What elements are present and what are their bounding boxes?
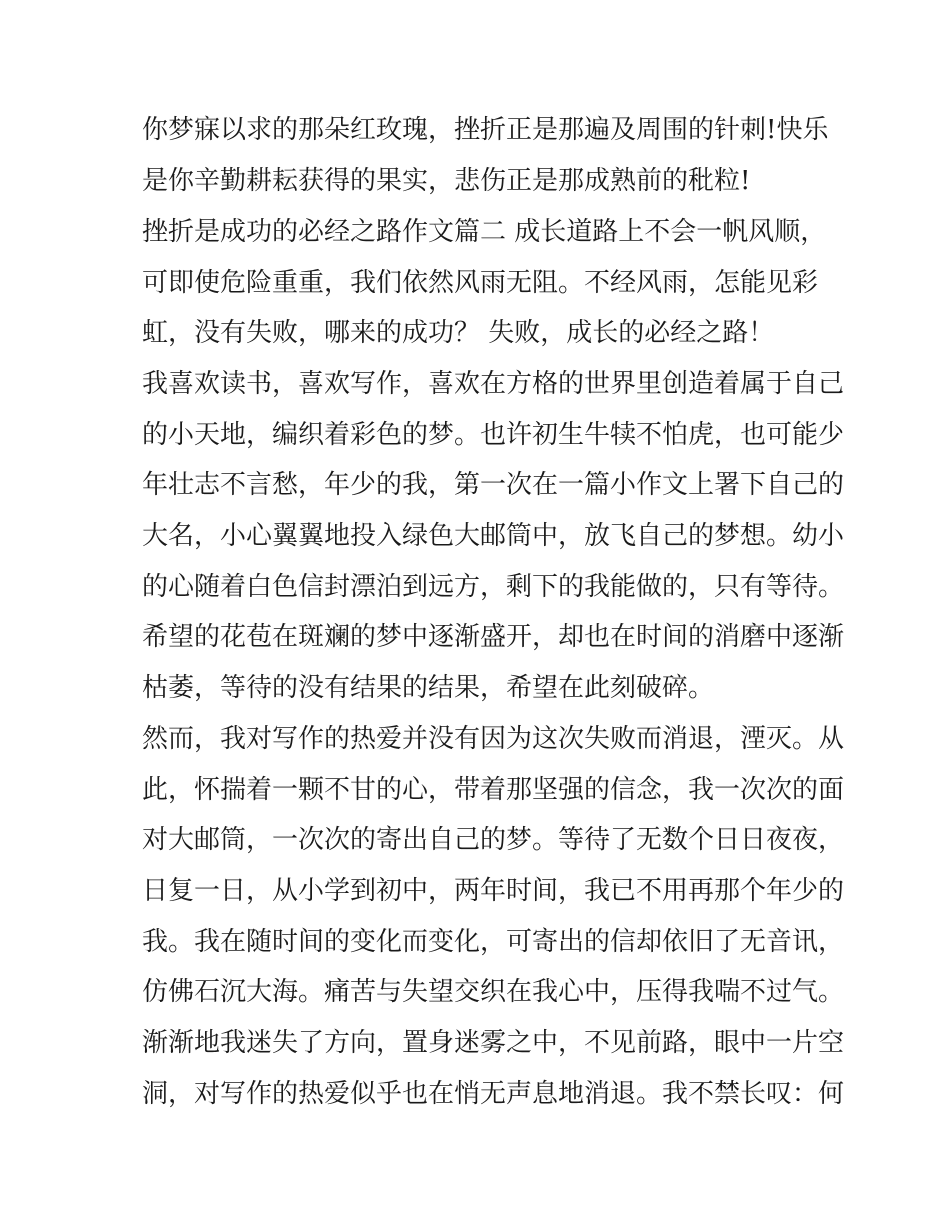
text-line: 你梦寐以求的那朵红玫瑰，挫折正是那遍及周围的针刺!快乐 bbox=[142, 115, 829, 145]
text-line: 大名，小心翼翼地投入绿色大邮筒中，放飞自己的梦想。幼小 bbox=[142, 521, 845, 551]
text-line: 我。我在随时间的变化而变化，可寄出的信却依旧了无音讯， bbox=[142, 927, 845, 957]
text-line: 日复一日，从小学到初中，两年时间，我已不用再那个年少的 bbox=[142, 876, 845, 906]
text-line: 虹，没有失败，哪来的成功？ 失败，成长的必经之路！ bbox=[142, 318, 775, 348]
text-line: 的小天地，编织着彩色的梦。也许初生牛犊不怕虎，也可能少 bbox=[142, 420, 845, 450]
text-line: 我喜欢读书，喜欢写作，喜欢在方格的世界里创造着属于自己 bbox=[142, 369, 845, 399]
text-line: 渐渐地我迷失了方向，置身迷雾之中，不见前路，眼中一片空 bbox=[142, 1028, 845, 1058]
text-line: 洞，对写作的热爱似乎也在悄无声息地消退。我不禁长叹：何 bbox=[142, 1079, 845, 1109]
text-line: 然而，我对写作的热爱并没有因为这次失败而消退，湮灭。从 bbox=[142, 724, 845, 754]
text-line: 可即使危险重重，我们依然风雨无阻。不经风雨，怎能见彩 bbox=[142, 268, 819, 298]
text-line: 挫折是成功的必经之路作文篇二 成长道路上不会一帆风顺， bbox=[142, 217, 827, 247]
text-line: 希望的花苞在斑斓的梦中逐渐盛开，却也在时间的消磨中逐渐 bbox=[142, 622, 845, 652]
text-line: 年壮志不言愁，年少的我，第一次在一篇小作文上署下自己的 bbox=[142, 470, 845, 500]
text-line: 对大邮筒，一次次的寄出自己的梦。等待了无数个日日夜夜， bbox=[142, 825, 845, 855]
text-line: 仿佛石沉大海。痛苦与失望交织在我心中，压得我喘不过气。 bbox=[142, 977, 845, 1007]
text-line: 此，怀揣着一颗不甘的心，带着那坚强的信念，我一次次的面 bbox=[142, 775, 845, 805]
text-line: 枯萎，等待的没有结果的结果，希望在此刻破碎。 bbox=[142, 673, 715, 703]
text-line: 的心随着白色信封漂泊到远方，剩下的我能做的，只有等待。 bbox=[142, 572, 845, 602]
text-line: 是你辛勤耕耘获得的果实，悲伤正是那成熟前的秕粒! bbox=[142, 166, 751, 196]
